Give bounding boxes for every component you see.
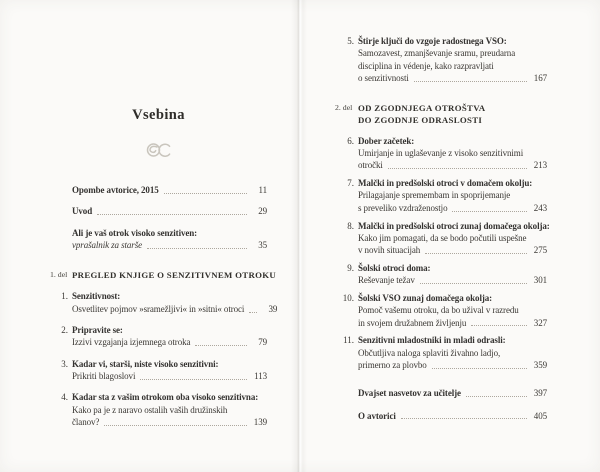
dot-leader (195, 345, 247, 346)
page-number: 213 (533, 160, 547, 171)
entry-number: 5. (347, 36, 354, 46)
toc-entry (335, 410, 547, 422)
toc-entry (50, 184, 267, 196)
entry-number: 8. (347, 220, 354, 231)
toc-entry (335, 292, 547, 329)
entry-number (50, 184, 72, 196)
section-heading (50, 269, 277, 281)
page-number: 405 (533, 410, 547, 421)
entry-line: Kadar vi, starši, niste visoko senzitivni: (72, 358, 219, 369)
toc-entry (335, 35, 547, 84)
entry-line: Malčki in predšolski otroci zunaj domačega okolja: (358, 220, 550, 231)
entry-line (358, 72, 547, 84)
entry-lines (358, 292, 547, 329)
toc-entry (335, 334, 547, 371)
entry-text: Izzivi vzgajanja izjemnega otroka (72, 337, 191, 348)
entry-line: Šolski otroci doma: (358, 262, 431, 273)
entry-lines (358, 262, 547, 287)
entry-line: Kako jim pomagati, da se bodo počutili uspešne (358, 232, 527, 243)
entry-line: Umirjanje in uglaševanje z visoko senzitivnimi (358, 148, 524, 159)
page-number: 397 (533, 388, 547, 399)
entry-lines (72, 391, 267, 428)
entry-line: Štirje ključi do vzgoje radostnega VSO: (358, 36, 507, 46)
section-title-line: DO ZGODNJE ODRASLOSTI (358, 114, 483, 125)
page-number: 327 (533, 317, 547, 328)
toc-entry (335, 262, 547, 287)
entry-text: otročki (358, 160, 383, 171)
dot-leader (388, 168, 527, 169)
page-number: 301 (533, 275, 547, 286)
toc-entry (50, 391, 267, 428)
section-label: 1. del (50, 270, 68, 280)
entry-text: Osvetlitev pojmov »sramežljivi« in »sitni« otroci (72, 303, 245, 314)
entry-line (358, 387, 547, 399)
section-label: 2. del (335, 102, 353, 112)
page-number: 139 (253, 416, 267, 427)
entry-lines (72, 358, 267, 383)
entry-line (72, 416, 267, 428)
dot-leader (432, 368, 527, 369)
entry-line (358, 159, 547, 171)
page-title: Vsebina (132, 107, 185, 123)
entry-line: Senzitivni mladostniki in mladi odrasli: (358, 335, 506, 346)
entry-line (72, 205, 267, 217)
page-number: 113 (254, 370, 267, 381)
page-gutter (291, 0, 307, 472)
entry-line (72, 303, 278, 315)
dot-leader (104, 425, 247, 426)
entry-lines (358, 35, 547, 84)
entry-text: Dvajset nasvetov za učitelje (358, 388, 461, 399)
entry-lines (358, 177, 547, 214)
entry-text: Opombe avtorice, 2015 (72, 185, 159, 195)
toc-entry (50, 227, 267, 252)
toc-entry (50, 205, 267, 217)
entry-line (72, 370, 267, 382)
entry-number: 7. (347, 178, 354, 189)
entry-number: 6. (347, 135, 354, 146)
entry-line: disciplina in védenje, kako razpravljati (358, 60, 494, 71)
dot-leader (420, 283, 527, 284)
entry-lines (358, 387, 547, 399)
double-rings-ornament-icon (50, 140, 267, 164)
entry-number (50, 205, 72, 217)
entry-lines (358, 135, 547, 172)
entry-number: 9. (347, 262, 354, 273)
entry-text: O avtorici (358, 410, 396, 421)
entry-lines (358, 334, 547, 371)
dot-leader (466, 396, 527, 397)
entry-line (358, 359, 547, 371)
entry-text: s preveliko vzdraženostjo (358, 202, 448, 213)
entry-text: vprašalnik za starše (72, 239, 143, 250)
page-number: 243 (533, 202, 547, 213)
dot-leader (414, 81, 527, 82)
entry-line (72, 184, 267, 196)
dot-leader (452, 211, 527, 212)
toc-entry (50, 290, 278, 315)
entry-text: in svojem družabnem življenju (358, 317, 467, 328)
toc-entry (335, 177, 547, 214)
entry-number: 11. (343, 335, 354, 346)
entry-lines (358, 410, 547, 422)
dot-leader (425, 253, 527, 254)
entry-line (72, 336, 267, 348)
page-number: 35 (258, 239, 267, 250)
page-number: 275 (533, 245, 547, 256)
entry-line: Samozavest, zmanjševanje sramu, preudarna (358, 48, 516, 59)
toc-list-right (335, 35, 550, 432)
entry-line (358, 274, 547, 286)
entry-number (335, 410, 358, 422)
section-title (358, 102, 547, 127)
entry-line: Ali je vaš otrok visoko senzitiven: (72, 227, 198, 238)
entry-text: primerno za plovbo (358, 360, 427, 371)
entry-number (335, 387, 358, 399)
entry-lines (72, 227, 267, 252)
section-title (72, 269, 277, 281)
entry-text: Uvod (72, 206, 93, 217)
entry-text: v novih situacijah (358, 245, 421, 256)
entry-number: 3. (61, 358, 68, 369)
entry-line: Šolski VSO zunaj domačega okolja: (358, 293, 493, 304)
entry-line (358, 244, 547, 256)
entry-line: Prilagajanje spremembam in spoprijemanje (358, 190, 511, 201)
entry-number: 10. (342, 293, 354, 304)
entry-line: Kako pa je z naravo ostalih vaših družinskih (72, 404, 228, 415)
dot-leader (97, 214, 247, 215)
section-heading (335, 102, 547, 127)
entry-lines (358, 220, 550, 257)
toc-list-left (50, 184, 278, 437)
entry-line (358, 202, 547, 214)
entry-lines (72, 324, 267, 349)
dot-leader (164, 193, 247, 194)
toc-entry (50, 324, 267, 349)
entry-line: Kadar sta z vašim otrokom oba visoko senzitivna: (72, 392, 259, 403)
entry-number (50, 227, 72, 252)
page-number: 29 (258, 206, 267, 217)
entry-line (358, 410, 547, 422)
entry-line: Malčki in predšolski otroci v domačem okolju: (358, 178, 533, 189)
entry-line (72, 239, 267, 251)
toc-entry (50, 358, 267, 383)
entry-text: članov? (72, 416, 100, 427)
entry-line (358, 317, 547, 329)
page-number: 11 (258, 185, 267, 195)
entry-text: o senzitivnosti (358, 72, 409, 83)
entry-number: 2. (61, 325, 68, 336)
entry-number: 1. (61, 291, 68, 302)
entry-number: 4. (61, 392, 68, 403)
page-number: 79 (258, 337, 267, 348)
dot-leader (249, 312, 257, 313)
entry-line: Pomoč vašemu otroku, da bo užival v razredu (358, 305, 519, 316)
dot-leader (147, 248, 247, 249)
entry-lines (72, 290, 278, 315)
entry-lines (72, 184, 267, 196)
entry-text: Prikriti blagoslovi (72, 370, 136, 381)
entry-lines (72, 205, 267, 217)
section-title-line: PREGLED KNJIGE O SENZITIVNEM OTROKU (72, 270, 277, 281)
entry-line: Pripravite se: (72, 325, 123, 336)
dot-leader (471, 325, 527, 326)
dot-leader (401, 418, 527, 419)
page-number: 359 (533, 360, 547, 371)
page-number: 39 (268, 303, 278, 314)
toc-entry (335, 135, 547, 172)
entry-line: Dober začetek: (358, 135, 415, 146)
entry-line: Senzitivnost: (72, 291, 121, 302)
dot-leader (140, 379, 247, 380)
entry-text: Reševanje težav (358, 275, 415, 286)
page-number: 167 (533, 72, 547, 83)
toc-entry (335, 220, 550, 257)
section-title-line: OD ZGODNJEGA OTROŠTVA (358, 102, 486, 113)
toc-entry (335, 387, 547, 399)
entry-line: Občutljiva naloga splaviti živahno ladjo, (358, 347, 501, 358)
